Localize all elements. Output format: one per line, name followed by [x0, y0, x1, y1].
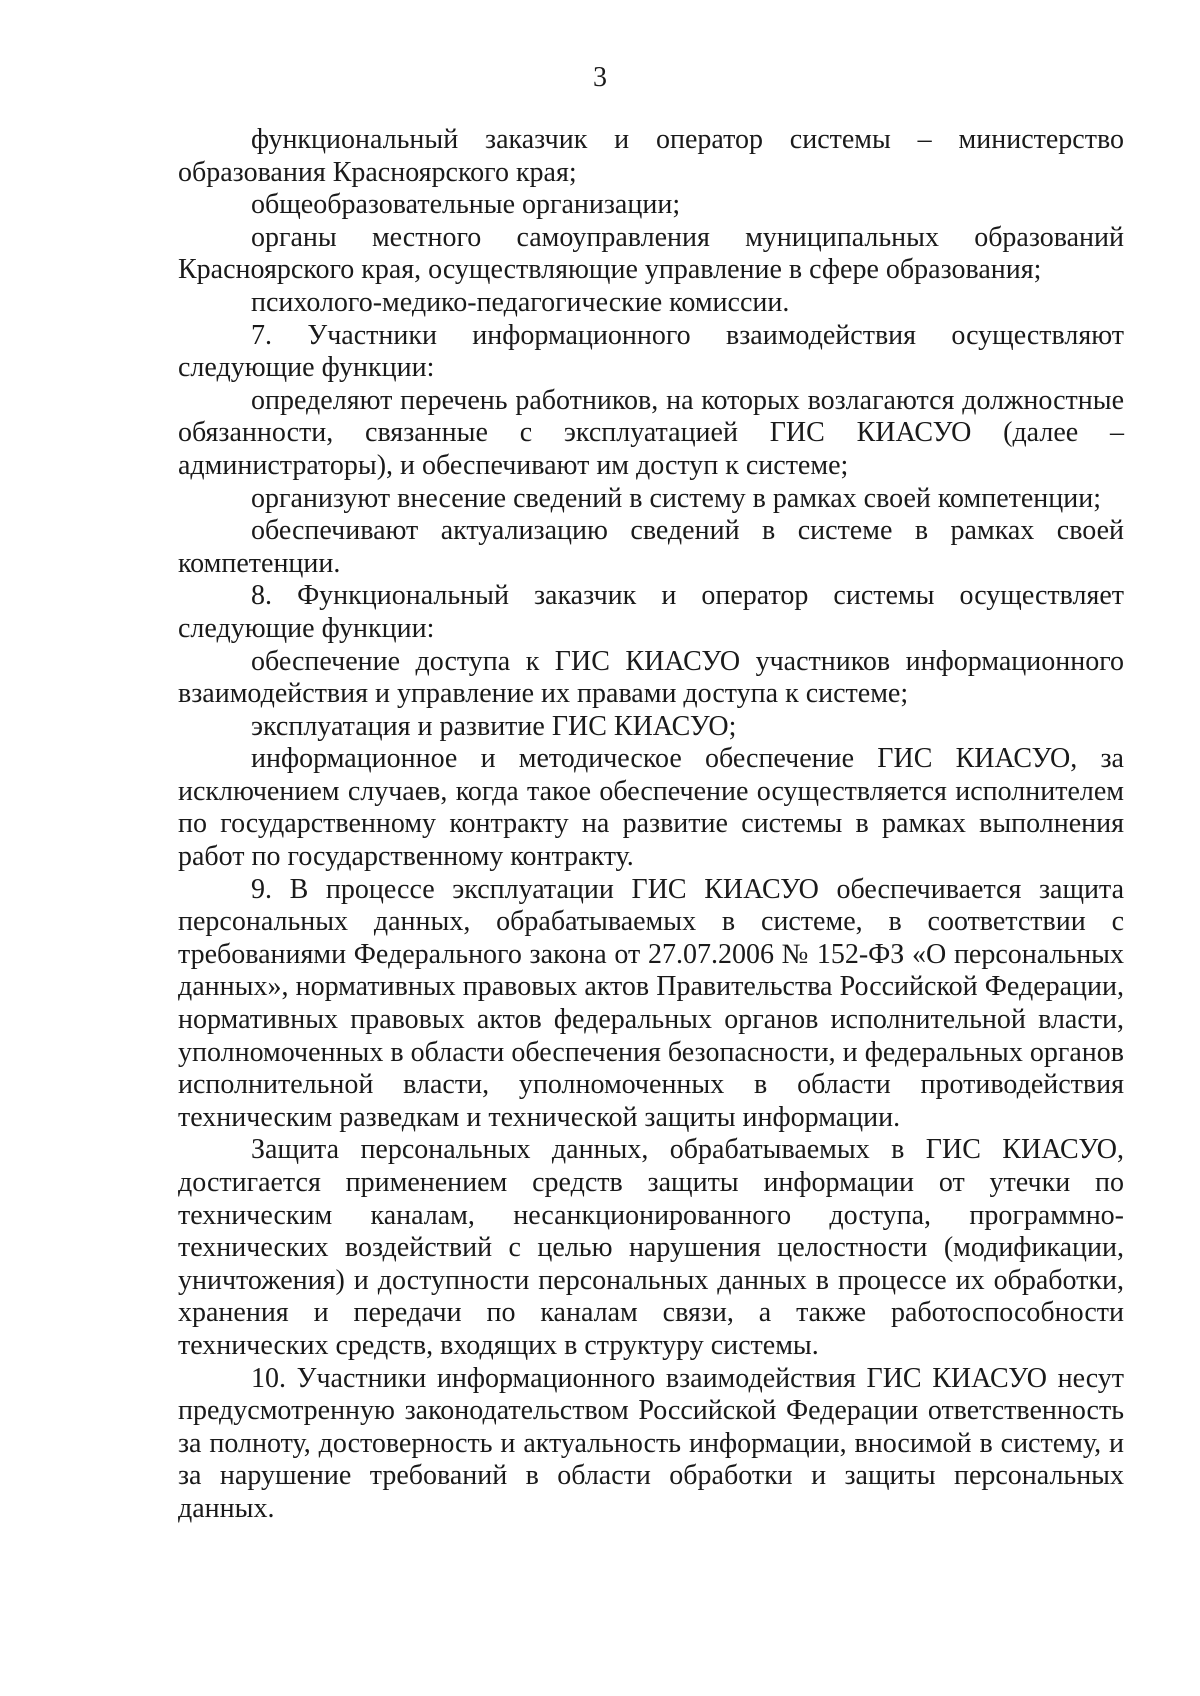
- document-body: [178, 124, 1124, 1526]
- paragraph-methodical-support: информационное и методическое обеспечение ГИС КИАСУО, за исключением случаев, когда такое обеспечение осуществляется исполнителем по государственному контракту на развитие системы в рамках выполнения работ по государственному контракту.: [178, 743, 1124, 873]
- paragraph-commissions: психолого-медико-педагогические комиссии.: [251, 286, 790, 318]
- paragraph-data-protection: Защита персональных данных, обрабатываемых в ГИС КИАСУО, достигается применением средств защиты информации от утечки по техническим каналам, несанкционированного доступа, программно-технических воздействий с целью нарушения целостности (модификации, уничтожения) и доступности персональных данных в процессе их обработки, хранения и передачи по каналам связи, а также работоспособности технических средств, входящих в структуру системы.: [178, 1134, 1124, 1361]
- paragraph-local-authorities: органы местного самоуправления муниципальных образований Красноярского края, осуществляющие управление в сфере образования;: [178, 221, 1124, 286]
- paragraph-operator: функциональный заказчик и оператор системы – министерство образования Красноярского края;: [178, 124, 1124, 188]
- paragraph-data-entry: организуют внесение сведений в систему в рамках своей компетенции;: [251, 482, 1102, 514]
- page-number: 3: [593, 62, 607, 93]
- paragraph-schools: общеобразовательные организации;: [251, 189, 681, 221]
- paragraph-access: обеспечение доступа к ГИС КИАСУО участников информационного взаимодействия и управление их правами доступа к системе;: [178, 645, 1124, 710]
- paragraph-operation: эксплуатация и развитие ГИС КИАСУО;: [251, 710, 737, 742]
- paragraph-item-8: 8. Функциональный заказчик и оператор системы осуществляет следующие функции:: [178, 580, 1124, 644]
- paragraph-item-9: 9. В процессе эксплуатации ГИС КИАСУО обеспечивается защита персональных данных, обрабатываемых в системе, в соответствии с требованиями Федерального закона от 27.07.2006 № 152-ФЗ «О персональных данных», нормативных правовых актов Правительства Российской Федерации, нормативных правовых актов федеральных органов исполнительной власти, уполномоченных в области обеспечения безопасности, и федеральных органов исполнительной власти, уполномоченных в области противодействия техническим разведкам и технической защиты информации.: [178, 873, 1124, 1133]
- paragraph-data-update: обеспечивают актуализацию сведений в системе в рамках своей компетенции.: [178, 515, 1124, 579]
- paragraph-item-7: 7. Участники информационного взаимодействия осуществляют следующие функции:: [178, 319, 1124, 384]
- paragraph-item-10: 10. Участники информационного взаимодействия ГИС КИАСУО несут предусмотренную законодательством Российской Федерации ответственность за полноту, достоверность и актуальность информации, вносимой в систему, и за нарушение требований в области обработки и защиты персональных данных.: [178, 1362, 1124, 1524]
- paragraph-administrators: определяют перечень работников, на которых возлагаются должностные обязанности, связанные с эксплуатацией ГИС КИАСУО (далее – администраторы), и обеспечивают им доступ к системе;: [178, 384, 1124, 481]
